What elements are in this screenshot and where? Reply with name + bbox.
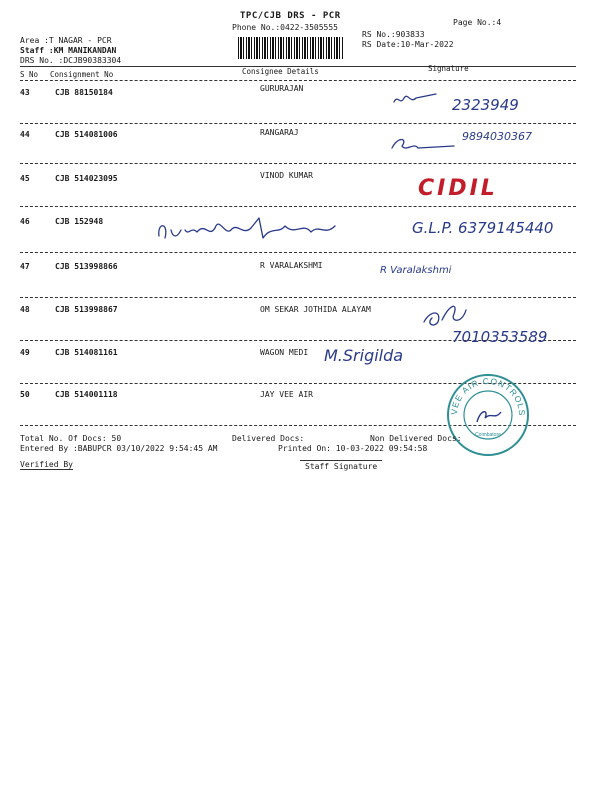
row-sno: 48 [20, 305, 30, 314]
page-number: Page No.:4 [453, 18, 502, 27]
col-header-signature: Signature [428, 64, 469, 73]
non-delivered-docs: Non Delivered Docs: [370, 434, 462, 443]
row-consignee: GURURAJAN [260, 84, 304, 93]
row-consignment: CJB 513998866 [55, 262, 118, 271]
printed-on: Printed On: 10-03-2022 09:54:58 [278, 444, 428, 453]
row-consignment: CJB 514081006 [55, 130, 118, 139]
row-consignee: R VARALAKSHMI [260, 261, 323, 270]
header-rule-bottom [20, 80, 576, 81]
col-header-consignment: Consignment No [50, 70, 114, 79]
staff-signature-rule [300, 460, 382, 461]
barcode [238, 37, 344, 59]
row-consignee: VINOD KUMAR [260, 171, 313, 180]
row-divider [20, 252, 576, 253]
rs-number: RS No.:903833 [362, 30, 425, 39]
handwritten-company-mark: CIDIL [418, 176, 498, 201]
row-sno: 49 [20, 348, 30, 357]
row-consignment: CJB 514023095 [55, 174, 118, 183]
row-consignee: JAY VEE AIR [260, 390, 313, 399]
stamp-city: Coimbatore [475, 432, 501, 438]
area-label: Area :T NAGAR - PCR [20, 36, 112, 45]
handwritten-phone: G.L.P. 6379145440 [412, 219, 554, 237]
row-consignment: CJB 514001118 [55, 390, 118, 399]
row-sno: 44 [20, 130, 30, 139]
row-divider [20, 206, 576, 207]
staff-label: Staff :KM MANIKANDAN [20, 46, 117, 55]
staff-signature-label: Staff Signature [305, 462, 378, 471]
handwritten-phone: 9894030367 [462, 130, 532, 143]
delivered-docs: Delivered Docs: [232, 434, 305, 443]
company-stamp [445, 372, 531, 458]
row-consignment: CJB 513998867 [55, 305, 118, 314]
row-consignee: OM SEKAR JOTHIDA ALAYAM [260, 305, 371, 314]
row-consignee: WAGON MEDI [260, 348, 309, 357]
handwritten-signature [390, 88, 440, 110]
drs-number: DRS No. :DCJB90383304 [20, 56, 122, 65]
row-consignment: CJB 514081161 [55, 348, 118, 357]
handwritten-signature [155, 212, 340, 248]
row-divider [20, 123, 576, 124]
handwritten-signature [420, 300, 470, 330]
row-consignment: CJB 88150184 [55, 88, 113, 97]
col-header-consignee: Consignee Details [242, 67, 319, 76]
row-divider [20, 163, 576, 164]
total-docs: Total No. Of Docs: 50 [20, 434, 122, 443]
handwritten-signature [388, 134, 458, 156]
document-title: TPC/CJB DRS - PCR [240, 11, 341, 21]
row-sno: 50 [20, 390, 30, 399]
entered-by: Entered By :BABUPCR 03/10/2022 9:54:45 AM [20, 444, 218, 453]
row-sno: 43 [20, 88, 30, 97]
stamp-text: VEE AIR CONTROLS [448, 375, 528, 417]
handwritten-signature: M.Srigilda [324, 346, 404, 365]
row-sno: 47 [20, 262, 30, 271]
handwritten-phone: 7010353589 [452, 328, 548, 346]
phone-number: Phone No.:0422-3505555 [232, 23, 338, 32]
row-consignment: CJB 152948 [55, 217, 104, 226]
row-consignee: RANGARAJ [260, 128, 299, 137]
handwritten-signature: R Varalakshmi [380, 265, 452, 276]
svg-text:VEE AIR CONTROLS [449, 376, 527, 417]
row-sno: 45 [20, 174, 30, 183]
row-sno: 46 [20, 217, 30, 226]
rs-date: RS Date:10-Mar-2022 [362, 40, 454, 49]
handwritten-phone: 2323949 [452, 96, 519, 114]
row-divider [20, 297, 576, 298]
verified-by: Verified By [20, 460, 73, 469]
col-header-sno: S No [20, 70, 39, 79]
